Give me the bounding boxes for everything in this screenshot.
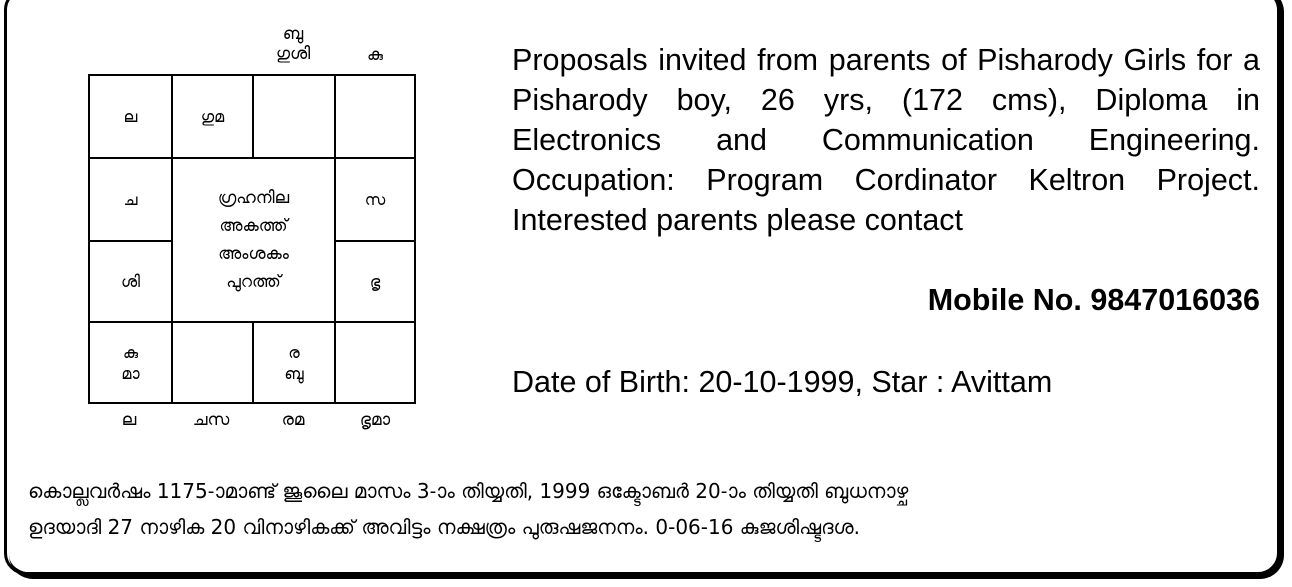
chart-cell-r4c1: കു മാ xyxy=(121,342,140,383)
chart-center-title: ഗ്രഹനില അകത്ത് അംശകം പുറത്ത് xyxy=(217,188,290,292)
mobile-number: Mobile No. 9847016036 xyxy=(927,283,1260,317)
chart-cell-r2c4: സ xyxy=(364,190,386,209)
footer-line-2: ഉദയാദി 27 നാഴിക 20 വിനാഴികക്ക് അവിട്ടം നക്ഷത്രം പുരുഷജനനം. 0-06-16 കുജശിഷ്ടദശ. xyxy=(28,515,860,539)
chart-cell-r1c1: ല xyxy=(123,107,138,126)
footer-line-1: കൊല്ലവർഷം 1175-ാമാണ്ട് ജൂലൈ മാസം 3-ാം തിയ്യതി, 1999 ഒക്ടോബർ 20-ാം തിയ്യതി ബുധനാഴ്ച xyxy=(28,479,909,503)
chart-cell-r3c4: ഭൃ xyxy=(369,272,381,291)
chart-label-above-col3: ബു ഗുശി xyxy=(275,24,311,64)
date-of-birth: Date of Birth: 20-10-1999, Star : Avittam xyxy=(512,365,1053,399)
chart-label-above-col4: കു xyxy=(367,45,383,65)
chart-label-below-1: ല xyxy=(121,410,137,430)
chart-cell-r1c3 xyxy=(254,76,334,157)
chart-cell-r4c2 xyxy=(173,323,252,402)
chart-cell-r4c4 xyxy=(336,323,414,402)
chart-cell-r4c3: ര ബു xyxy=(284,342,304,383)
chart-label-below-2: ചസ xyxy=(192,410,230,430)
chart-cell-r1c2: ഗുമ xyxy=(200,107,225,126)
chart-cell-r1c4 xyxy=(336,76,414,157)
horoscope-chart xyxy=(88,74,416,404)
chart-label-below-3: രമ xyxy=(281,410,305,430)
chart-cell-r3c1: ശി xyxy=(121,272,140,291)
chart-cell-r2c1: ച xyxy=(123,190,138,209)
ad-body-text: Proposals invited from parents of Pisharody Girls for a Pisharody boy, 26 yrs, (172 cms), Diploma in Electronics and Communication Engineering. Occupation: Program Cordinator Keltron Project. Interested parents please contact xyxy=(512,43,1260,237)
chart-label-below-4: ഭൃമാ xyxy=(359,410,391,430)
